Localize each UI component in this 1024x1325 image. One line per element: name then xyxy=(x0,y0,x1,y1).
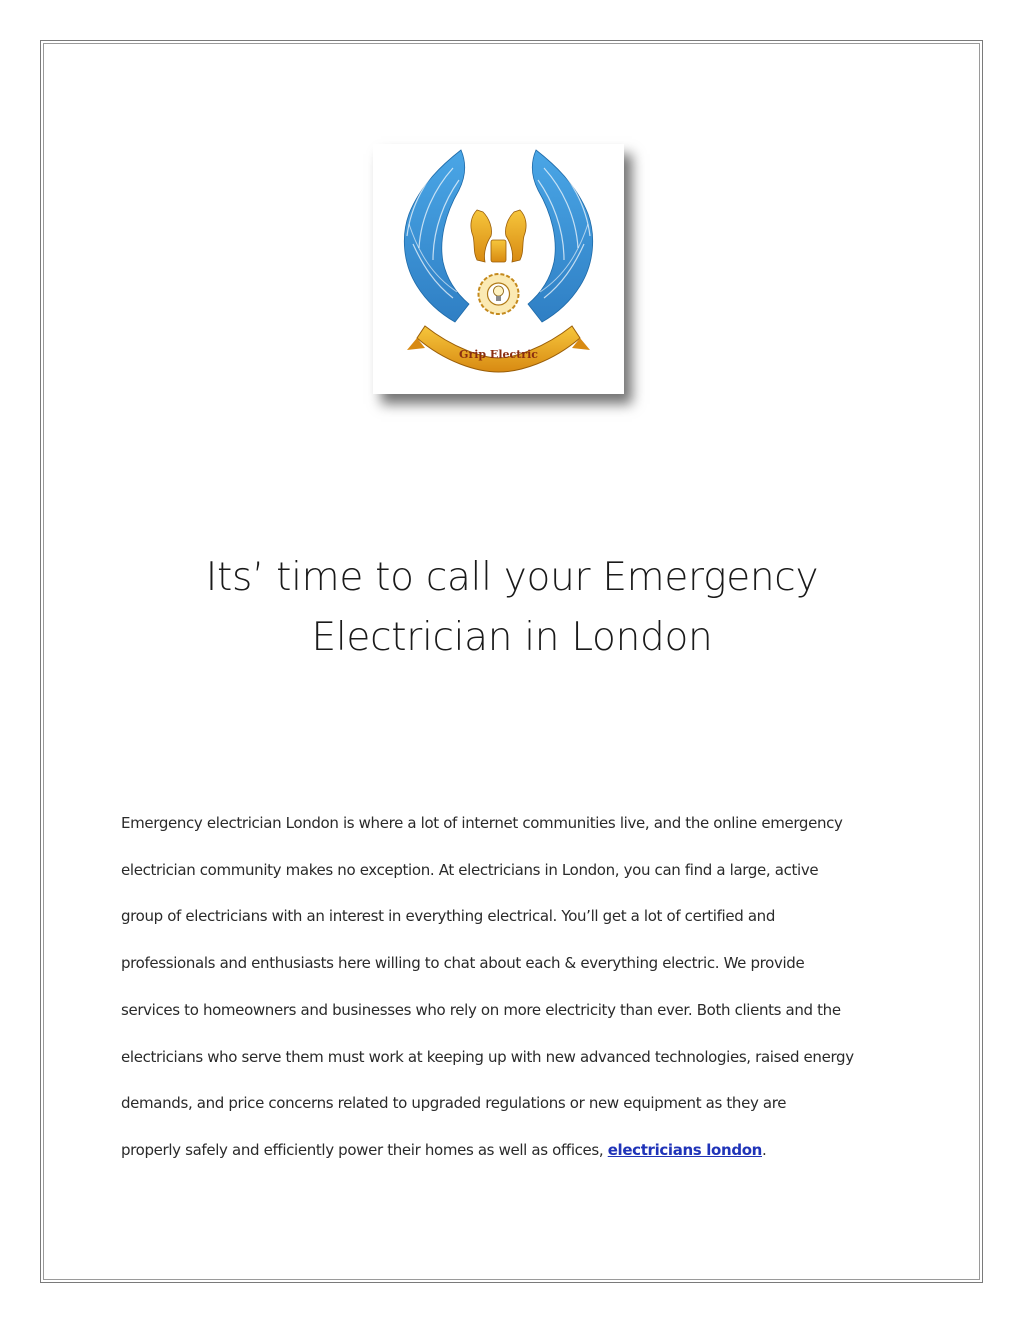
left-wing xyxy=(404,150,469,322)
body-line: electrician community makes no exception. At electricians in London, you can find a large, active xyxy=(121,860,819,879)
page-title xyxy=(80,548,944,668)
grip-electric-logo xyxy=(373,144,624,394)
banner-text: Grip Electric xyxy=(459,348,538,361)
body-line: services to homeowners and businesses who rely on more electricity than ever. Both clients and the xyxy=(121,1000,841,1019)
body-last-line xyxy=(121,1127,921,1174)
body-line: electricians who serve them must work at keeping up with new advanced technologies, raised energy xyxy=(121,1047,854,1066)
electricians-london-link[interactable]: electricians london xyxy=(607,1140,763,1159)
logo-image xyxy=(373,144,624,394)
ribbon-banner xyxy=(407,326,590,372)
body-line: group of electricians with an interest in everything electrical. You’ll get a lot of certified and xyxy=(121,907,776,926)
body-line: Emergency electrician London is where a lot of internet communities live, and the online emergency xyxy=(121,814,843,832)
lion-figures xyxy=(471,210,526,262)
title-line-2: Electrician in London xyxy=(311,615,713,660)
body-line: demands, and price concerns related to upgraded regulations or new equipment as they are xyxy=(121,1094,787,1113)
body-paragraph xyxy=(121,800,921,1174)
gear-medallion xyxy=(479,274,519,314)
title-line-1: Its’ time to call your Emergency xyxy=(205,555,819,600)
body-line-text: properly safely and efficiently power their homes as well as offices, xyxy=(121,1140,608,1159)
right-wing xyxy=(528,150,593,322)
end-punctuation: . xyxy=(762,1140,767,1159)
body-line: professionals and enthusiasts here willing to chat about each & everything electric. We provide xyxy=(121,954,805,973)
